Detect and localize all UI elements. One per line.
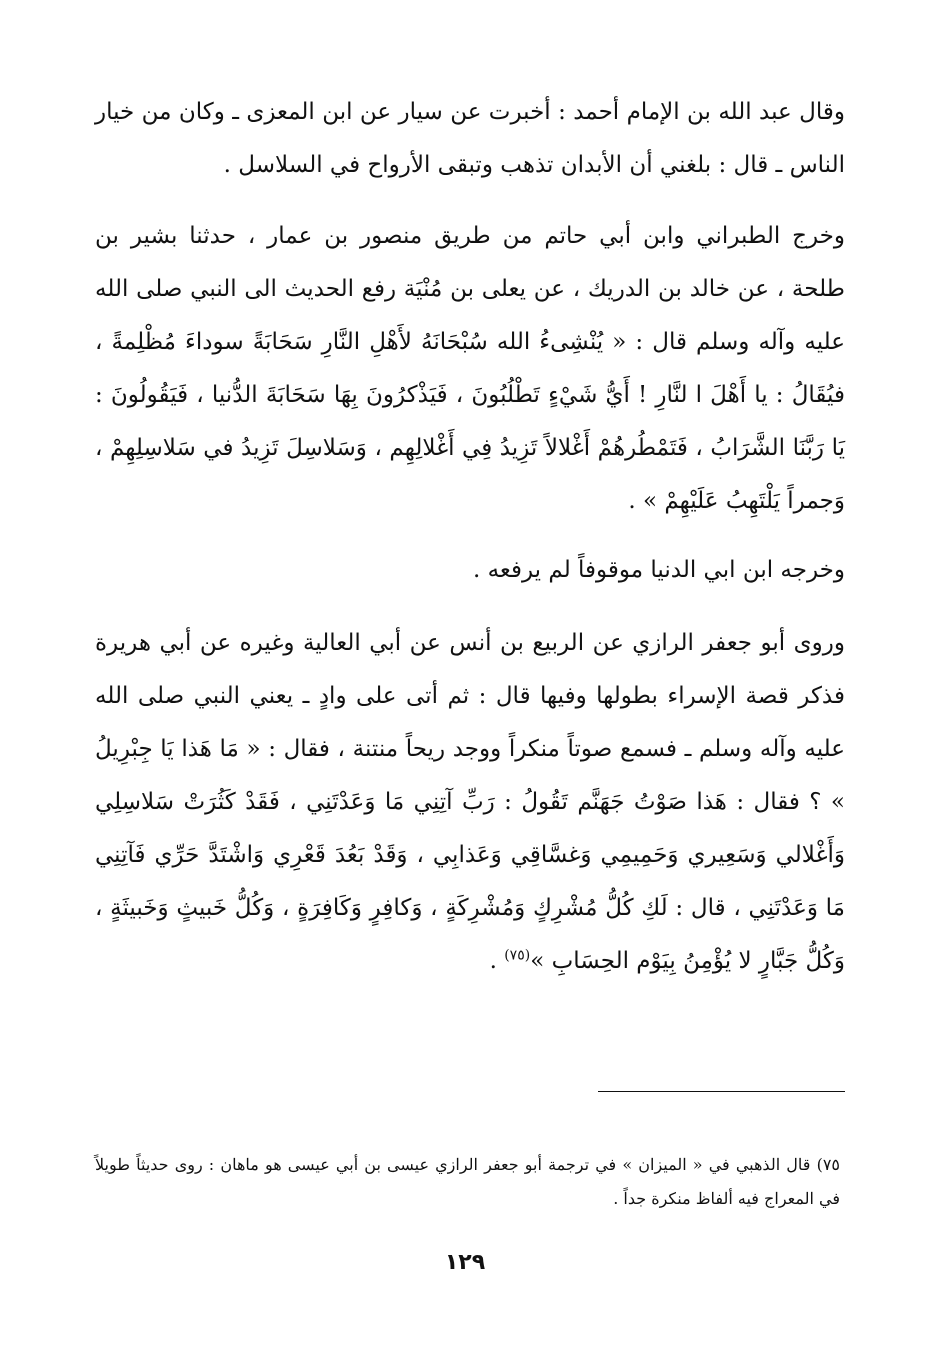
page-number: ١٢٩ <box>444 1250 486 1275</box>
main-text <box>95 86 845 988</box>
footnote-divider <box>598 1091 845 1092</box>
footnote: ٧٥) قال الذهبي في « الميزان » في ترجمة أبو جعفر الرازي عيسى بن أبي عيسى هو ماهان : روى حديثاً طويلاً في المعراج فيه ألفاظ منكرة جداً . <box>95 1155 840 1208</box>
paragraph-2: وخرج الطبراني وابن أبي حاتم من طريق منصور بن عمار ، حدثنا بشير بن طلحة ، عن خالد بن الدريك ، عن يعلى بن مُنْيَة رفع الحديث الى النبي صلى الله عليه وآله وسلم قال : « يُنْشِىءُ الله سُبْحَانَهُ لأَهْلِ النَّارِ سَحَابَةً سوداءَ مُظْلِمةً ، فيُقَالُ : يا أَهْلَ ا لنَّارِ ! أَيُّ شَيْءٍ تَطْلُبُونَ ، فَيَذْكرُونَ بِهَا سَحَابَةَ الدُّنيا ، فَيَقُولُونَ : يَا رَبَّنَا الشَّرَابُ ، فَتَمْطُرهُمْ أَغْلالاً تَزِيدُ فِي أَغْلالِهِم ، وَسَلاسِلَ تَزِيدُ في سَلاسِلِهِمْ ، وَجمراً يَلْتَهِبُ عَلَيْهِمْ » . <box>95 223 845 514</box>
footnote-reference[interactable]: (٧٥) <box>504 947 531 964</box>
paragraph-4-end: . <box>489 948 505 974</box>
paragraph-4-text: وروى أبو جعفر الرازي عن الربيع بن أنس عن أبي العالية وغيره عن أبي هريرة فذكر قصة الإسراء بطولها وفيها قال : ثم أتى على وادٍ ـ يعني النبي صلى الله عليه وآله وسلم ـ فسمع صوتاً منكراً ووجد ريحاً منتنة ، فقال : « مَا هَذا يَا جِبْرِيلُ » ؟ فقال : هَذا صَوْتُ جَهَنَّم تَقُولُ : رَبِّ آتِنِي مَا وَعَدْتَنِي ، فَقَدْ كَثُرَتْ سَلاسِلِي وَأَغْلالي وَسَعِيري وَحَمِيمِي وَغسَّاقِي وَعَذابِي ، وَقَدْ بَعُدَ قَعْرِي وَاشْتَدَّ حَرِّي فَآتِنِي مَا وَعَدْتَنِي ، قال : لَكِ كُلُّ مُشْرِكٍ وَمُشْرِكَةٍ ، وَكافِرٍ وَكَافِرَةٍ ، وَكُلُّ خَبيثٍ وَخَبيثَةٍ ، وَكُلُّ جَبَّارٍ لا يُؤْمِنُ بِيَوْم الحِسَابِ » <box>95 630 845 974</box>
paragraph-1: وقال عبد الله بن الإمام أحمد : أخبرت عن سيار عن ابن المعزى ـ وكان من خيار الناس ـ قال : بلغني أن الأبدان تذهب وتبقى الأرواح في السلاسل . <box>95 99 845 178</box>
paragraph-4 <box>95 617 845 988</box>
paragraph-3: وخرجه ابن ابي الدنيا موقوفاً لم يرفعه . <box>472 557 845 583</box>
